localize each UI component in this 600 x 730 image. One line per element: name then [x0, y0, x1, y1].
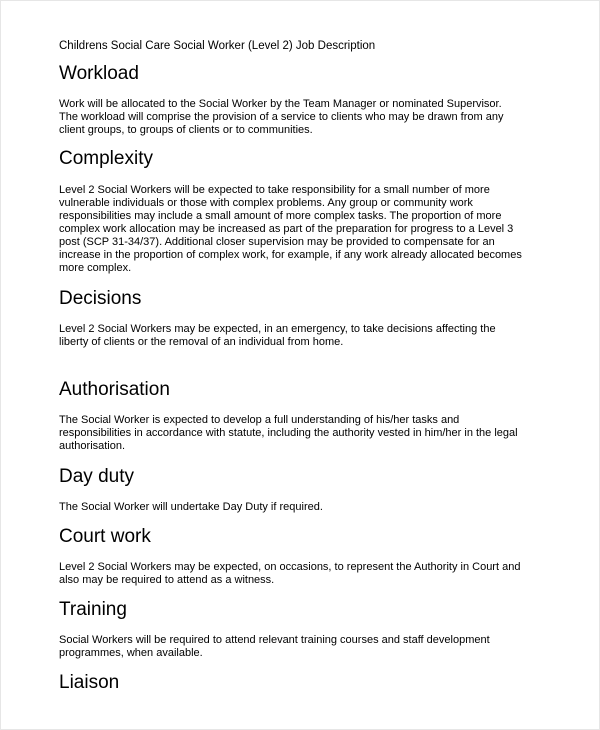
section-body-complexity — [59, 184, 559, 275]
paragraph-line: responsibilities may include a small amount of more complex tasks. The proportion of more — [59, 210, 502, 222]
paragraph-line: The Social Worker will undertake Day Duty if required. — [59, 501, 323, 513]
section-heading-court-work: Court work — [59, 526, 151, 547]
document-title: Childrens Social Care Social Worker (Level 2) Job Description — [59, 40, 376, 52]
paragraph-line: programmes, when available. — [59, 647, 203, 659]
section-body-day-duty — [59, 501, 559, 514]
paragraph-line: vulnerable individuals or those with complex problems. Any group or community work — [59, 197, 473, 209]
paragraph-line: client groups, to groups of clients or to communities. — [59, 124, 313, 136]
section-body-authorisation — [59, 414, 559, 453]
paragraph-line: post (SCP 31-34/37). Additional closer supervision may be provided to compensate for an — [59, 236, 495, 248]
paragraph-line: Level 2 Social Workers may be expected, in an emergency, to take decisions affecting the — [59, 323, 496, 335]
paragraph-line: more complex. — [59, 262, 132, 274]
paragraph-line: liberty of clients or the removal of an individual from home. — [59, 336, 344, 348]
section-heading-liaison: Liaison — [59, 672, 120, 693]
paragraph-line: Level 2 Social Workers may be expected, on occasions, to represent the Authority in Court and — [59, 561, 521, 573]
section-body-court-work — [59, 561, 559, 587]
section-body-training — [59, 634, 559, 660]
paragraph-line: Social Workers will be required to attend relevant training courses and staff development — [59, 634, 490, 646]
section-heading-training: Training — [59, 599, 127, 620]
paragraph-line: authorisation. — [59, 440, 126, 452]
section-heading-authorisation: Authorisation — [59, 379, 170, 400]
paragraph-line: The Social Worker is expected to develop a full understanding of his/her tasks and — [59, 414, 460, 426]
paragraph-line: responsibilities in accordance with statute, including the authority vested in him/her in the legal — [59, 427, 518, 439]
section-body-workload — [59, 98, 559, 137]
paragraph-line: Work will be allocated to the Social Worker by the Team Manager or nominated Supervisor. — [59, 98, 502, 110]
section-heading-complexity: Complexity — [59, 148, 153, 169]
paragraph-line: Level 2 Social Workers will be expected to take responsibility for a small number of more — [59, 184, 490, 196]
section-heading-workload: Workload — [59, 63, 139, 84]
section-body-decisions — [59, 323, 559, 349]
paragraph-line: increase in the proportion of complex work, for example, if any work already allocated becomes — [59, 249, 522, 261]
paragraph-line: also may be required to attend as a witness. — [59, 574, 275, 586]
section-heading-decisions: Decisions — [59, 288, 142, 309]
paragraph-line: The workload will comprise the provision of a service to clients who may be drawn from any — [59, 111, 504, 123]
section-heading-day-duty: Day duty — [59, 466, 134, 487]
paragraph-line: complex work allocation may be increased as part of the preparation for progress to a Level 3 — [59, 223, 514, 235]
